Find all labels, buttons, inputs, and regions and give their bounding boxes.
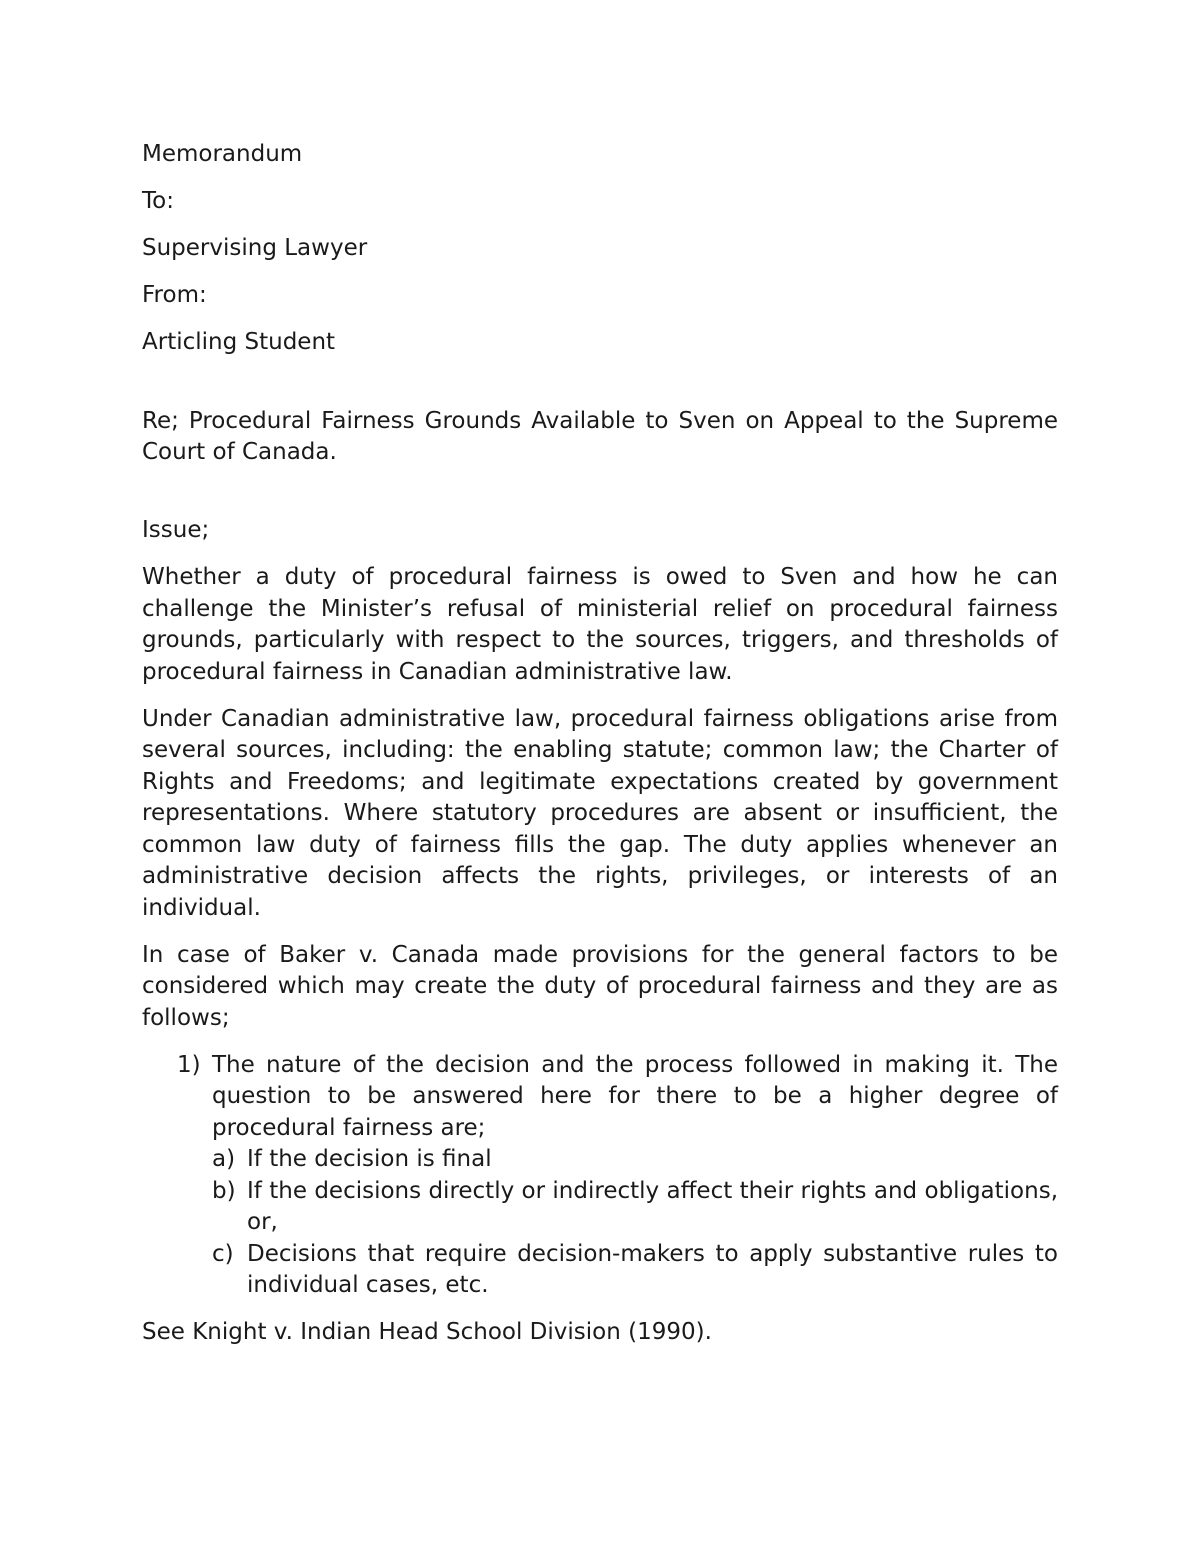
to-label: To: xyxy=(142,188,174,214)
from-label: From: xyxy=(142,282,207,308)
list-item xyxy=(142,1050,1058,1145)
sources-paragraph: Under Canadian administrative law, procedural fairness obligations arise from several sources, including: the enabling statute; common law; the Charter of Rights and Freedoms; and legitimate expectations created by government representations. Where statutory procedures are absent or insufficient, the common law duty of fairness fills the gap. The duty applies whenever an administrative decision affects the rights, privileges, or interests of an individual. xyxy=(142,705,1058,921)
sub-list-item-text: If the decisions directly or indirectly affect their rights and obligations, or, xyxy=(247,1177,1058,1235)
sub-list-marker: a) xyxy=(212,1146,236,1172)
sub-list-item xyxy=(142,1144,1058,1176)
sub-list-item-text: If the decision is final xyxy=(247,1146,492,1172)
see-also-line: See Knight v. Indian Head School Division (1990). xyxy=(142,1319,712,1345)
baker-paragraph: In case of Baker v. Canada made provisions for the general factors to be considered which may create the duty of procedural fairness and they are as follows; xyxy=(142,941,1058,1031)
from-value: Articling Student xyxy=(142,329,336,355)
spacer xyxy=(142,484,1058,515)
to-value: Supervising Lawyer xyxy=(142,235,368,261)
sub-list-item xyxy=(142,1176,1058,1239)
list-item-text: The nature of the decision and the process followed in making it. The question to be answered here for there to be a higher degree of procedural fairness are; xyxy=(212,1051,1058,1141)
sub-list-container xyxy=(142,1144,1058,1302)
spacer xyxy=(142,359,1058,406)
issue-heading: Issue; xyxy=(142,517,210,543)
list-marker: 1) xyxy=(177,1051,201,1078)
sub-list-marker: c) xyxy=(212,1240,234,1267)
factors-list xyxy=(142,1050,1058,1302)
sub-list-marker: b) xyxy=(212,1177,236,1204)
issue-paragraph: Whether a duty of procedural fairness is owed to Sven and how he can challenge the Minister’s refusal of ministerial relief on procedural fairness grounds, particularly with respect to the sources, triggers, and thresholds of procedural fairness in Canadian administrative law. xyxy=(142,564,1058,685)
sub-list xyxy=(142,1144,1058,1302)
memo-page xyxy=(142,139,1058,1364)
memo-title: Memorandum xyxy=(142,141,303,167)
sub-list-item-text: Decisions that require decision-makers to apply substantive rules to individual cases, etc. xyxy=(247,1240,1058,1298)
sub-list-item xyxy=(142,1239,1058,1302)
re-line: Re; Procedural Fairness Grounds Available to Sven on Appeal to the Supreme Court of Canada. xyxy=(142,407,1058,465)
